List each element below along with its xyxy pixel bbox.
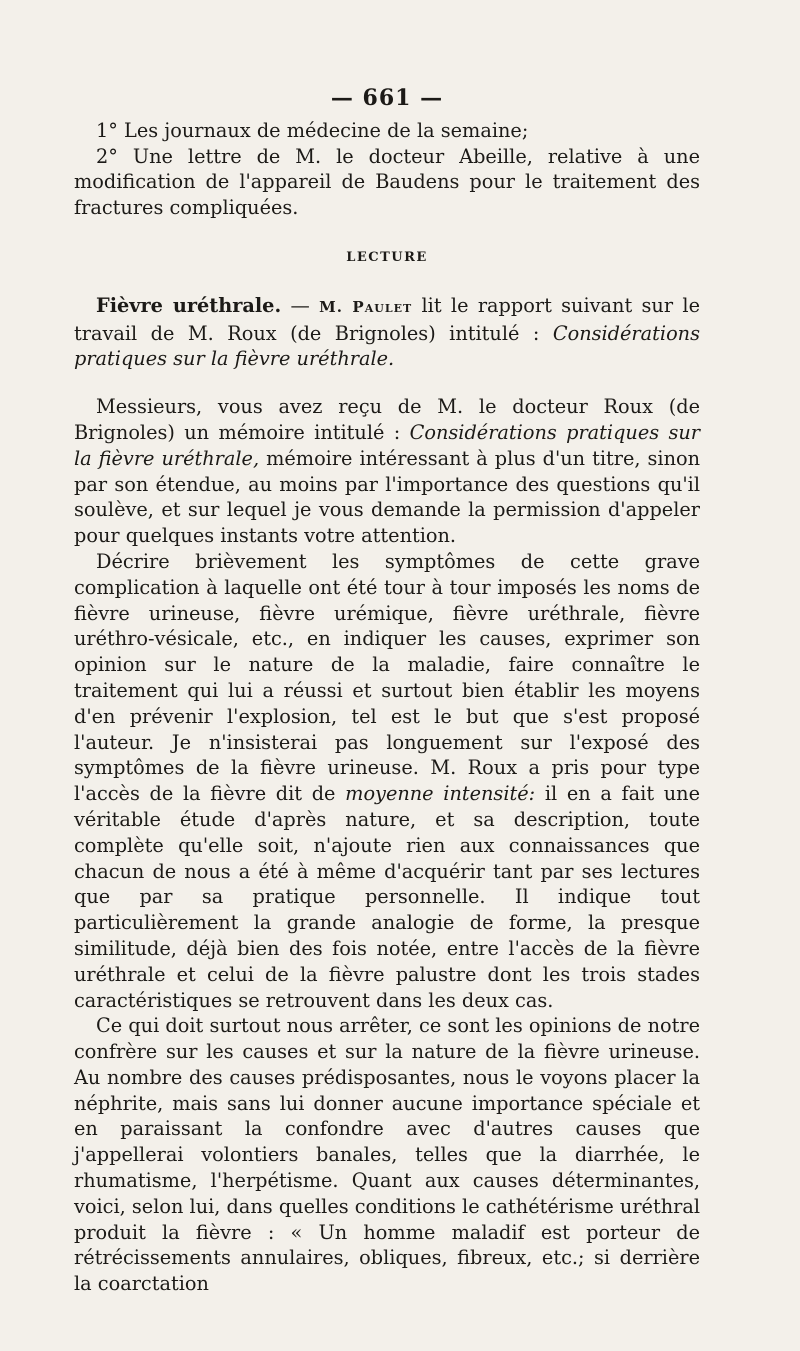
paragraph-2-text-b: il en a fait une véritable étude d'après nature, et sa description, toute complète qu'elle soit, n'ajoute rien aux connaissances que chacun de nous a été à même d'acquérir tant par ses lectures que par sa pratique personnelle. Il indique tout particulièrement la grande analogie de forme, la presque similitude, déjà bien des fois notée, entre l'accès de la fièvre uréthrale et celui de la fièvre palustre dont les trois stades caractéristiques se retrouvent dans les deux cas. [74,782,700,1012]
paragraph-1-text-a: Messieurs, vous avez reçu de M. le docteur Roux (de Brignoles) un mémoire intitulé : [74,395,700,444]
lecture-author: M. Paulet [319,297,413,316]
paragraph-2-emphasis: moyenne intensité: [345,782,536,806]
page-number: — 661 — [330,85,444,111]
paragraph-2 [74,549,700,1013]
lecture-title: Fièvre uréthrale. [96,293,282,317]
spacer [74,372,700,394]
lecture-intro: lit le rapport suivant sur le travail de M. Roux (de Brignoles) intitulé : [74,293,700,345]
paragraph-1 [74,394,700,549]
list-item: 1° Les journaux de médecine de la semaine; [96,118,529,142]
paragraph-1-title: Considérations pratiques sur la fièvre uréthrale, [74,420,701,470]
page-content [74,86,700,1297]
list-item: 2° Une lettre de M. le docteur Abeille, relative à une modification de l'appareil de Baudens pour le traitement des fractures compliquées. [74,144,700,220]
section-heading: LECTURE [346,249,428,265]
paragraph-2-text-a: Décrire brièvement les symptômes de cette grave complication à laquelle ont été tour à tour imposés les noms de fièvre urineuse, fièvre urémique, fièvre uréthrale, fièvre uréthro-vésicale, etc., en indiquer les causes, exprimer son opinion sur le nature de la maladie, faire connaître le traitement qui lui a réussi et surtout bien établir les moyens d'en prévenir l'explosion, tel est le but que s'est proposé l'auteur. Je n'insisterai pas longuement sur l'exposé des symptômes de la fièvre urineuse. M. Roux a pris pour type l'accès de la fièvre dit de [74,549,700,806]
lecture-work-title: Considérations pratiques sur la fièvre uréthrale. [74,321,700,371]
lecture-paragraph [74,293,700,372]
paragraph-1-text-b: mémoire intéressant à plus d'un titre, sinon par son étendue, au moins par l'importance des questions qu'il soulève, et sur lequel je vous demande la permission d'appeler pour quelques instants votre attention. [74,446,701,548]
lecture-dash: — [281,293,320,317]
paragraph-3: Ce qui doit surtout nous arrêter, ce sont les opinions de notre confrère sur les causes et sur la nature de la fièvre urineuse. Au nombre des causes prédisposantes, nous le voyons placer la néphrite, mais sans lui donner aucune importance spéciale et en paraissant la confondre avec d'autres causes que j'appellerai volontiers banales, telles que la diarrhée, le rhumatisme, l'herpétisme. Quant aux causes déterminantes, voici, selon lui, dans quelles conditions le cathétérisme uréthral produit la fièvre : « Un homme maladif est porteur de rétrécissements annulaires, obliques, fibreux, etc.; si derrière la coarctation [74,1014,700,1296]
